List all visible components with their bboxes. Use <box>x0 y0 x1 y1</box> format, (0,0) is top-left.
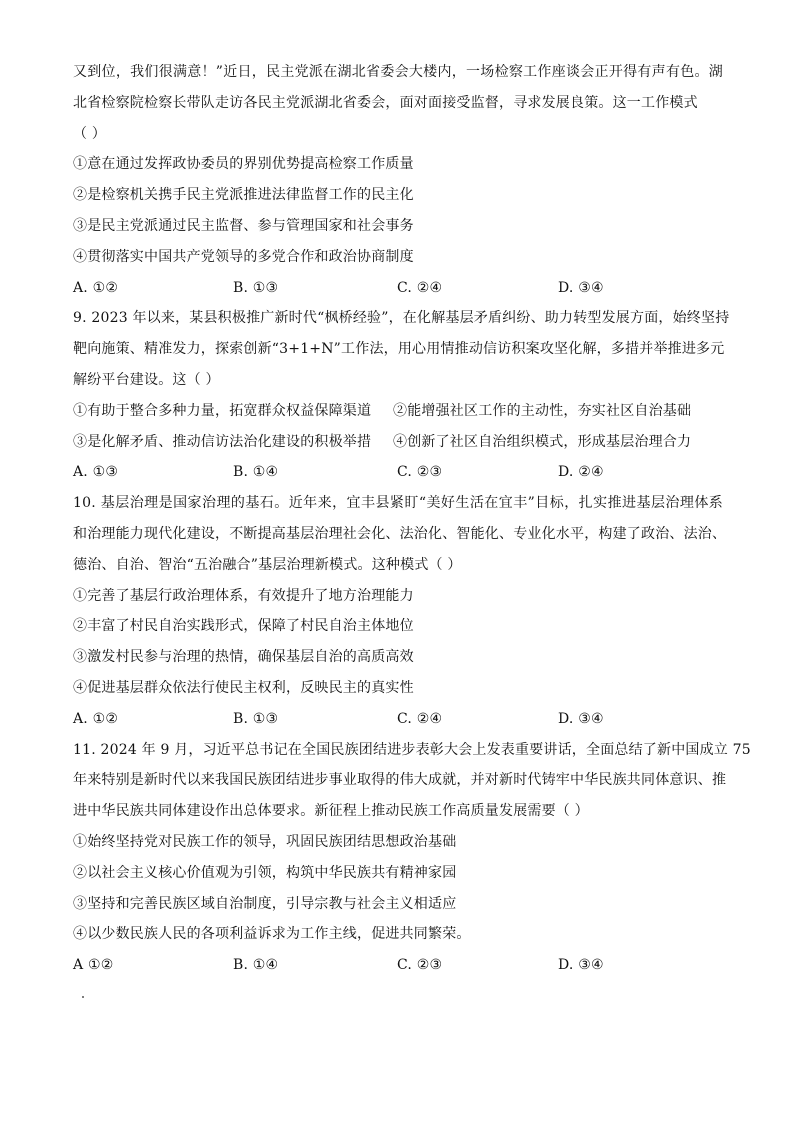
question-8 <box>73 62 723 298</box>
q11-option-c: C. ②③ <box>397 957 443 974</box>
q10-option-c: C. ②④ <box>397 710 443 727</box>
q8-answer-blank: （ ） <box>73 125 107 142</box>
q8-stem-line-2: 北省检察院检察长带队走访各民主党派湖北省委会，面对面接受监督，寻求发展良策。这一工作模式 <box>73 94 698 111</box>
question-9 <box>73 308 730 482</box>
question-11 <box>73 740 751 976</box>
q10-item-1: ①完善了基层行政治理体系，有效提升了地方治理能力 <box>73 587 414 604</box>
q11-options <box>73 955 723 975</box>
q10-option-b: B. ①③ <box>233 710 279 727</box>
exam-page <box>73 62 751 986</box>
q10-item-4: ④促进基层群众依法行使民主权利，反映民主的真实性 <box>73 679 414 696</box>
q11-stem-line-3: 进中华民族共同体建设作出总体要求。新征程上推动民族工作高质量发展需要（ ） <box>73 803 589 820</box>
q11-stem-line-2: 年来特别是新时代以来我国民族团结进步事业取得的伟大成就，并对新时代铸牢中华民族共同体意识、推 <box>73 772 727 789</box>
q9-stem-line-3: 解纷平台建设。这（ ） <box>73 371 220 388</box>
q9-options <box>73 462 723 482</box>
q9-items-row-1 <box>73 401 723 421</box>
q10-item-2: ②丰富了村民自治实践形式，保障了村民自治主体地位 <box>73 618 414 635</box>
q11-option-d: D. ③④ <box>558 957 604 974</box>
q8-option-a: A. ①② <box>73 279 119 296</box>
q9-stem-line-1: 9. 2023 年以来，某县积极推广新时代“枫桥经验”，在化解基层矛盾纠纷、助力转型发展方面，始终坚持 <box>73 310 730 327</box>
q10-option-d: D. ③④ <box>558 710 604 727</box>
q8-option-c: C. ②④ <box>397 279 443 296</box>
q10-stem-line-3: 德治、自治、智治“五治融合”基层治理新模式。这种模式（ ） <box>73 556 462 573</box>
q9-items-row-2 <box>73 432 723 452</box>
q10-option-a: A. ①② <box>73 710 119 727</box>
q11-item-1: ①始终坚持党对民族工作的领导，巩固民族团结思想政治基础 <box>73 833 457 850</box>
q11-item-2: ②以社会主义核心价值观为引领，构筑中华民族共有精神家园 <box>73 864 457 881</box>
q9-item-4: ④创新了社区自治组织模式，形成基层治理合力 <box>393 433 692 450</box>
q9-option-a: A. ①③ <box>73 464 119 481</box>
question-10 <box>73 493 727 729</box>
q11-item-3: ③坚持和完善民族区域自治制度，引导宗教与社会主义相适应 <box>73 895 457 912</box>
q11-option-b: B. ①④ <box>233 957 279 974</box>
q9-item-3: ③是化解矛盾、推动信访法治化建设的积极举措 <box>73 433 372 450</box>
q8-options <box>73 278 723 298</box>
q8-item-1: ①意在通过发挥政协委员的界别优势提高检察工作质量 <box>73 156 414 173</box>
q9-option-c: C. ②③ <box>397 464 443 481</box>
stray-dot-mark <box>82 996 84 998</box>
q8-option-d: D. ③④ <box>558 279 604 296</box>
q8-stem-line-1: 又到位，我们很满意！”近日，民主党派在湖北省委会大楼内，一场检察工作座谈会正开得有声有色。湖 <box>73 64 723 80</box>
q9-item-2: ②能增强社区工作的主动性，夯实社区自治基础 <box>393 402 692 419</box>
q10-stem-line-2: 和治理能力现代化建设，不断提高基层治理社会化、法治化、智能化、专业化水平，构建了政治、法治、 <box>73 525 727 542</box>
q10-item-3: ③激发村民参与治理的热情，确保基层自治的高质高效 <box>73 649 414 666</box>
q11-stem-line-1: 11. 2024 年 9 月，习近平总书记在全国民族团结进步表彰大会上发表重要讲话，全面总结了新中国成立 75 <box>73 741 751 758</box>
q9-stem-line-2: 靶向施策、精准发力，探索创新“3+1+N”工作法，用心用情推动信访积案攻坚化解，多措并举推进多元 <box>73 341 725 358</box>
q8-item-4: ④贯彻落实中国共产党领导的多党合作和政治协商制度 <box>73 248 414 265</box>
q8-item-2: ②是检察机关携手民主党派推进法律监督工作的民主化 <box>73 187 414 204</box>
q10-stem-line-1: 10. 基层治理是国家治理的基石。近年来，宜丰县紧盯“美好生活在宜丰”目标，扎实推进基层治理体系 <box>73 495 723 512</box>
q8-option-b: B. ①③ <box>233 279 279 296</box>
q9-option-b: B. ①④ <box>233 464 279 481</box>
q9-item-1: ①有助于整合多种力量，拓宽群众权益保障渠道 <box>73 402 372 419</box>
q8-item-3: ③是民主党派通过民主监督、参与管理国家和社会事务 <box>73 217 414 234</box>
q9-option-d: D. ②④ <box>558 464 604 481</box>
q10-options <box>73 709 723 729</box>
q11-option-a: A ①② <box>73 957 114 974</box>
q11-item-4: ④以少数民族人民的各项利益诉求为工作主线，促进共同繁荣。 <box>73 926 471 943</box>
